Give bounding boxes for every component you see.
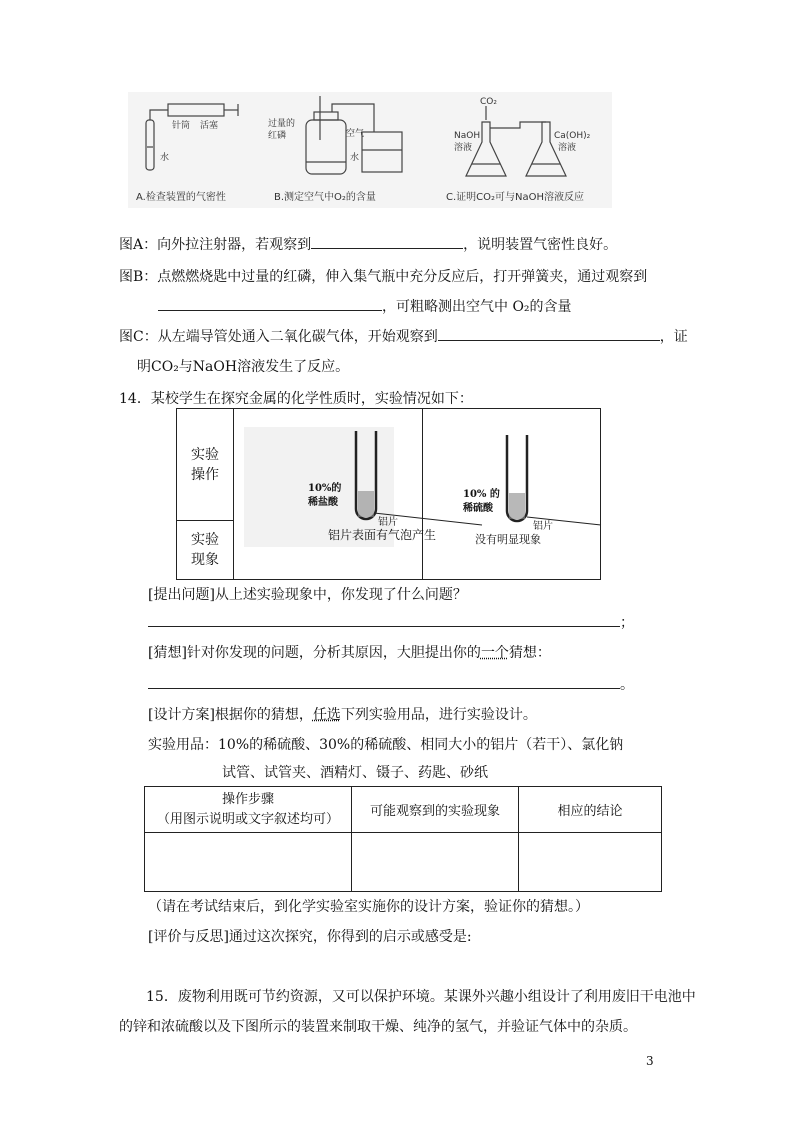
svg-text:NaOH: NaOH bbox=[454, 131, 481, 141]
q13-c-line1 bbox=[119, 326, 688, 346]
svg-text:稀盐酸: 稀盐酸 bbox=[308, 497, 338, 508]
svg-text:A.检查装置的气密性: A.检查装置的气密性 bbox=[136, 192, 226, 203]
svg-text:红磷: 红磷 bbox=[268, 131, 287, 141]
q13-b-line2 bbox=[158, 296, 572, 316]
row-head-operation: 实验 操作 bbox=[177, 409, 234, 521]
svg-text:铝片表面有气泡产生: 铝片表面有气泡产生 bbox=[328, 528, 437, 542]
apparatus-drawing bbox=[128, 92, 612, 208]
design-table bbox=[144, 786, 662, 892]
reflection-prompt: [评价与反思]通过这次探究，你得到的启示或感受是: bbox=[148, 929, 472, 945]
q13-c-pre: 图C：从左端导管处通入二氧化碳气体，开始观察到 bbox=[119, 329, 438, 345]
svg-text:过量的: 过量的 bbox=[268, 119, 296, 129]
guess-prompt: [猜想]针对你发现的问题，分析其原因，大胆提出你的一个猜想： bbox=[148, 645, 551, 661]
experiment-table bbox=[176, 408, 601, 580]
svg-text:针筒: 针筒 bbox=[172, 121, 191, 131]
question-blank[interactable] bbox=[148, 612, 620, 627]
page-number: 3 bbox=[646, 1054, 654, 1068]
col-phenomenon: 可能观察到的实验现象 bbox=[352, 787, 519, 833]
q13-a-pre: 图A：向外拉注射器，若观察到 bbox=[119, 237, 312, 253]
answer-phenomenon-cell[interactable] bbox=[352, 833, 519, 892]
right-experiment-cell bbox=[423, 409, 601, 580]
exam-note: （请在考试结束后，到化学实验室实施你的设计方案，验证你的猜想。） bbox=[148, 899, 589, 915]
q13-c-blank[interactable] bbox=[438, 326, 660, 341]
svg-text:10%的: 10%的 bbox=[308, 483, 342, 494]
svg-text:铝片: 铝片 bbox=[533, 521, 553, 532]
q13-b-blank[interactable] bbox=[158, 296, 382, 311]
q13-c-line2: 明CO₂与NaOH溶液发生了反应。 bbox=[137, 359, 350, 375]
h2so4-test-tube-drawing bbox=[423, 409, 603, 579]
col-steps: 操作步骤 （用图示说明或文字叙述均可） bbox=[145, 787, 352, 833]
svg-text:铝片: 铝片 bbox=[378, 517, 398, 528]
answer-steps-cell[interactable] bbox=[145, 833, 352, 892]
q13-c-post: ，证 bbox=[659, 329, 688, 345]
left-experiment-cell bbox=[234, 409, 437, 580]
q13-a-post: ，说明装置气密性良好。 bbox=[463, 237, 618, 253]
svg-text:空气: 空气 bbox=[346, 129, 365, 139]
svg-text:CO₂: CO₂ bbox=[480, 97, 497, 107]
question-answer-line: ； bbox=[148, 612, 634, 632]
hcl-test-tube-drawing bbox=[234, 409, 437, 579]
svg-text:Ca(OH)₂: Ca(OH)₂ bbox=[554, 131, 591, 141]
col-conclusion: 相应的结论 bbox=[519, 787, 662, 833]
guess-answer-line: 。 bbox=[148, 674, 634, 694]
svg-text:没有明显现象: 没有明显现象 bbox=[475, 533, 541, 546]
apparatus-figure bbox=[128, 92, 612, 208]
svg-text:10% 的: 10% 的 bbox=[463, 489, 500, 500]
question-prompt: [提出问题]从上述实验现象中，你发现了什么问题？ bbox=[148, 587, 467, 603]
svg-text:溶液: 溶液 bbox=[558, 143, 577, 153]
guess-blank[interactable] bbox=[148, 674, 620, 689]
q15-line2: 的锌和浓硫酸以及下图所示的装置来制取干燥、纯净的氢气，并验证气体中的杂质。 bbox=[119, 1019, 637, 1035]
q13-b-post: ，可粗略测出空气中 O₂的含量 bbox=[382, 299, 572, 315]
svg-text:水: 水 bbox=[160, 153, 170, 163]
svg-text:活塞: 活塞 bbox=[200, 121, 219, 131]
svg-text:B.测定空气中O₂的含量: B.测定空气中O₂的含量 bbox=[274, 192, 376, 203]
materials-line1: 实验用品：10%的稀硫酸、30%的稀硫酸、相同大小的铝片（若干）、氯化钠 bbox=[148, 737, 624, 753]
q14-intro: 14．某校学生在探究金属的化学性质时，实验情况如下： bbox=[119, 391, 473, 407]
svg-text:溶液: 溶液 bbox=[454, 143, 473, 153]
svg-text:稀硫酸: 稀硫酸 bbox=[463, 503, 493, 514]
row-head-phenomenon: 实验 现象 bbox=[177, 521, 234, 580]
svg-text:水: 水 bbox=[350, 153, 360, 163]
svg-text:C.证明CO₂可与NaOH溶液反应: C.证明CO₂可与NaOH溶液反应 bbox=[446, 192, 585, 203]
q13-b-line1: 图B：点燃燃烧匙中过量的红磷，伸入集气瓶中充分反应后，打开弹簧夹，通过观察到 bbox=[119, 269, 648, 285]
answer-conclusion-cell[interactable] bbox=[519, 833, 662, 892]
q15-line1: 15．废物利用既可节约资源，又可以保护环境。某课外兴趣小组设计了利用废旧干电池中 bbox=[146, 989, 696, 1005]
q13-a-blank[interactable] bbox=[311, 234, 463, 249]
q13-a-line bbox=[119, 234, 617, 254]
materials-line2: 试管、试管夹、酒精灯、镊子、药匙、砂纸 bbox=[222, 765, 488, 781]
design-prompt: [设计方案]根据你的猜想，任选下列实验用品，进行实验设计。 bbox=[148, 707, 537, 723]
